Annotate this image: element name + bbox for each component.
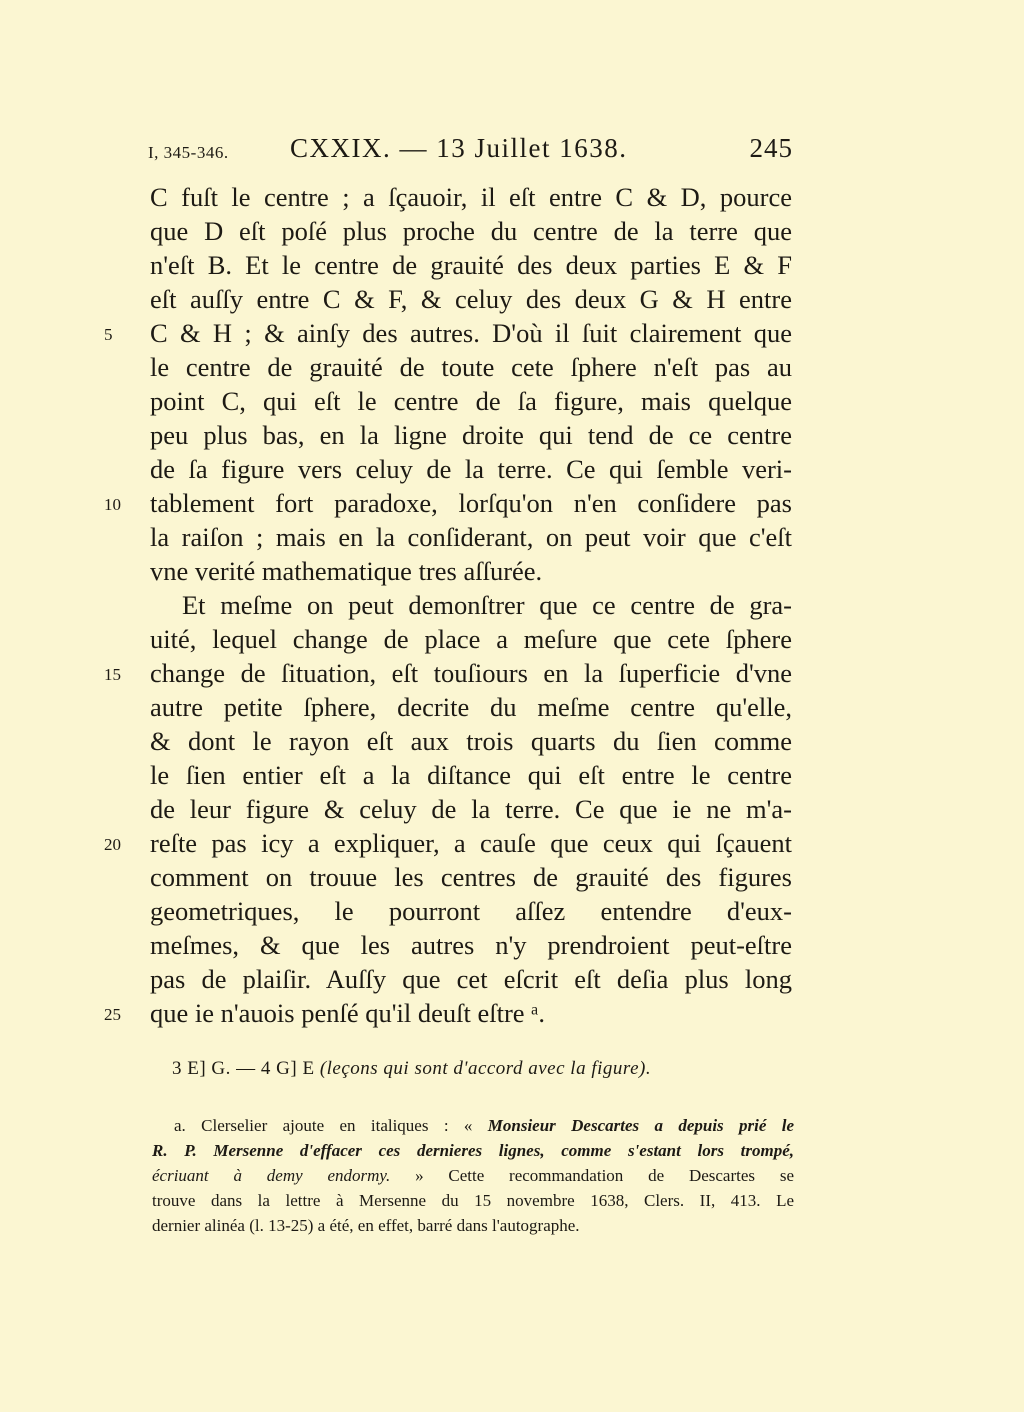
text-line: 15 change de ſituation, eſt touſiours en la ſuperficie d'vne [150, 656, 792, 690]
text-line: C fuſt le centre ; a ſçauoir, il eſt entre C & D, pource [150, 182, 792, 212]
text-line: 10 tablement fort paradoxe, lorſqu'on n'en conſidere pas [150, 486, 792, 520]
line-number: 5 [104, 325, 113, 344]
letter-title: CXXIX. — 13 Juillet 1638. [290, 133, 628, 163]
variant-text: 3 E] G. — 4 G] E [172, 1058, 315, 1079]
text-line: geometriques, le pourront aſſez entendre d'eux- [150, 896, 792, 926]
text-line: Et meſme on peut demonſtrer que ce centre de gra- [182, 590, 792, 620]
text-line: 25 que ie n'auois penſé qu'il deuſt eſtre ᵃ. [150, 996, 792, 1030]
line-number: 10 [104, 495, 121, 514]
footnote-line: R. P. Mersenne d'effacer ces dernieres lignes, comme s'estant lors trompé, [152, 1141, 794, 1160]
footnote-line: écriuant à demy endormy. » Cette recommandation de Descartes se [152, 1166, 794, 1185]
page-number: 245 [749, 133, 793, 163]
text-line: de leur figure & celuy de la terre. Ce que ie ne m'a- [150, 794, 792, 824]
footnote-line: dernier alinéa (l. 13-25) a été, en effet, barré dans l'autographe. [152, 1216, 580, 1235]
text-line: 5 C & H ; & ainſy des autres. D'où il ſuit clairement que [150, 316, 792, 350]
text-line: la raiſon ; mais en la conſiderant, on peut voir que c'eſt [150, 522, 792, 552]
text-line: point C, qui eſt le centre de ſa figure, mais quelque [150, 386, 792, 416]
text-line: 20 reſte pas icy a expliquer, a cauſe que ceux qui ſçauent [150, 826, 792, 860]
text-line: & dont le rayon eſt aux trois quarts du ſien comme [150, 726, 792, 756]
line-number: 15 [104, 665, 121, 684]
footnote-line: trouve dans la lettre à Mersenne du 15 novembre 1638, Clers. II, 413. Le [152, 1191, 794, 1210]
footnote-line: a. Clerselier ajoute en italiques : « Monsieur Descartes a depuis prié le [174, 1116, 795, 1135]
line-number: 20 [104, 835, 121, 854]
text-line: n'eſt B. Et le centre de grauité des deux parties E & F [150, 250, 792, 280]
page-reference: I, 345-346. [148, 143, 229, 162]
text-line: eſt auſſy entre C & F, & celuy des deux G & H entre [150, 284, 792, 314]
text-line: autre petite ſphere, decrite du meſme centre qu'elle, [150, 692, 792, 722]
line-number: 25 [104, 1005, 121, 1024]
text-line: vne verité mathematique tres aſſurée. [150, 556, 543, 586]
text-line: que D eſt poſé plus proche du centre de la terre que [150, 216, 792, 246]
text-line: uité, lequel change de place a meſure que cete ſphere [150, 624, 792, 654]
text-line: le ſien entier eſt a la diſtance qui eſt entre le centre [150, 760, 792, 790]
body-text [104, 180, 792, 1030]
variant-note: (leçons qui sont d'accord avec la figure). [319, 1058, 652, 1079]
running-header [148, 133, 793, 169]
text-line: meſmes, & que les autres n'y prendroient peut-eſtre [150, 930, 792, 960]
footnote [152, 1113, 794, 1238]
text-line: peu plus bas, en la ligne droite qui tend de ce centre [150, 420, 792, 450]
footnote-marker: a. [174, 1116, 186, 1135]
textual-variants [172, 1058, 651, 1080]
text-line: le centre de grauité de toute cete ſphere n'eſt pas au [150, 352, 792, 382]
text-line: comment on trouue les centres de grauité des figures [150, 862, 792, 892]
text-line: de ſa figure vers celuy de la terre. Ce qui ſemble veri- [150, 454, 792, 484]
text-line: pas de plaiſir. Auſſy que cet eſcrit eſt deſia plus long [150, 964, 792, 994]
